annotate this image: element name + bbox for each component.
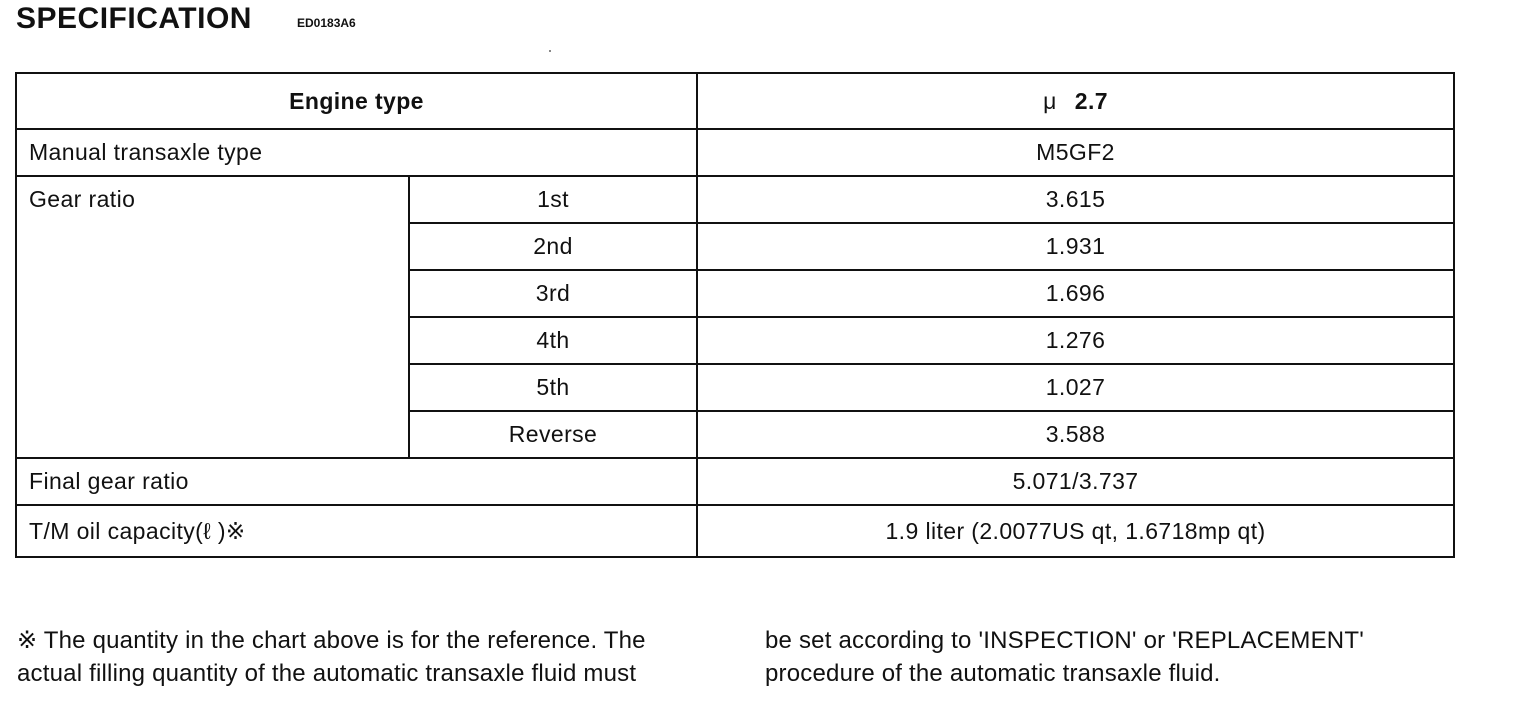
table-row-final-gear	[16, 458, 1454, 505]
footnote-line: ※ The quantity in the chart above is for the reference. The	[17, 627, 646, 654]
engine-type-label: Engine type	[16, 73, 697, 129]
gear-name: 4th	[409, 317, 697, 364]
footnote-right-column	[765, 624, 1465, 690]
transaxle-type-value: M5GF2	[697, 129, 1454, 176]
gear-ratio-value: 3.588	[697, 411, 1454, 458]
final-gear-label: Final gear ratio	[16, 458, 697, 505]
engine-type-mu: μ	[1043, 88, 1057, 114]
table-row-engine-type	[16, 73, 1454, 129]
table-row-gear-1st	[16, 176, 1454, 223]
table-row-oil-capacity	[16, 505, 1454, 557]
gear-ratio-value: 1.027	[697, 364, 1454, 411]
gear-name: 2nd	[409, 223, 697, 270]
gear-ratio-value: 3.615	[697, 176, 1454, 223]
gear-name: Reverse	[409, 411, 697, 458]
gear-ratio-value: 1.696	[697, 270, 1454, 317]
footnote-line: procedure of the automatic transaxle fluid.	[765, 660, 1221, 687]
engine-type-value: 2.7	[1074, 88, 1108, 114]
oil-capacity-value: 1.9 liter (2.0077US qt, 1.6718mp qt)	[697, 505, 1454, 557]
stray-dot	[549, 50, 551, 52]
engine-type-cell	[697, 73, 1454, 129]
transaxle-type-label: Manual transaxle type	[16, 129, 697, 176]
gear-name: 5th	[409, 364, 697, 411]
gear-ratio-value: 1.276	[697, 317, 1454, 364]
gear-ratio-label: Gear ratio	[16, 176, 409, 458]
final-gear-value: 5.071/3.737	[697, 458, 1454, 505]
table-row-transaxle-type	[16, 129, 1454, 176]
footnote-left-column	[17, 624, 717, 690]
page-title: SPECIFICATION	[16, 2, 252, 35]
gear-name: 3rd	[409, 270, 697, 317]
specification-table	[15, 72, 1455, 558]
oil-capacity-label: T/M oil capacity(ℓ )※	[16, 505, 697, 557]
gear-name: 1st	[409, 176, 697, 223]
gear-ratio-value: 1.931	[697, 223, 1454, 270]
footnote-line: be set according to 'INSPECTION' or 'REPLACEMENT'	[765, 627, 1364, 654]
footnote-line: actual filling quantity of the automatic transaxle fluid must	[17, 660, 637, 687]
document-code: ED0183A6	[297, 16, 356, 30]
